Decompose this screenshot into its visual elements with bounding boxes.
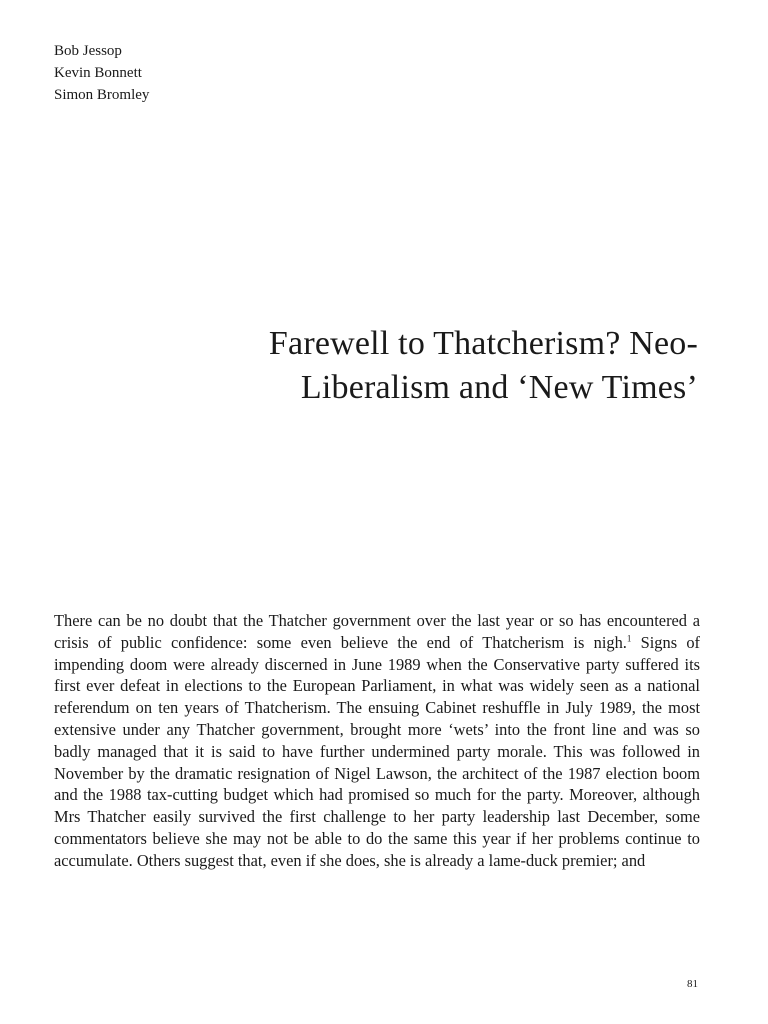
article-title — [138, 322, 698, 410]
author-list — [54, 40, 149, 106]
footnote-marker[interactable]: 1 — [626, 633, 632, 644]
author-name: Bob Jessop — [54, 43, 122, 59]
author-name: Kevin Bonnett — [54, 65, 142, 81]
article-title-line: Farewell to Thatcherism? Neo- — [268, 325, 698, 362]
body-text-segment: Signs of impending doom were already discerned in June 1989 when the Conservative party suffered its first ever defeat in elections to the European Parliament, in what was widely seen as a national referendum on ten years of Thatcherism. The ensuing Cabinet reshuffle in July 1989, the most extensive under any Thatcher government, brought more ‘wets’ into the front line and was so badly managed that it is said to have further undermined party morale. This was followed in November by the dramatic resignation of Nigel Lawson, the architect of the 1987 election boom and the 1988 tax-cutting budget which had promised so much for the party. Moreover, although Mrs Thatcher easily survived the first challenge to her party leadership last December, some commentators believe she may not be able to do the same this year if her problems continue to accumulate. Others suggest that, even if she does, she is already a lame-duck premier; and — [54, 632, 700, 870]
author-name: Simon Bromley — [54, 87, 150, 103]
body-paragraph — [54, 610, 700, 872]
article-title-line: Liberalism and ‘New Times’ — [300, 369, 698, 406]
body-text-segment: There can be no doubt that the Thatcher government over the last year or so has encountered a crisis of public confidence: some even believe the end of Thatcherism is nigh. — [54, 611, 700, 652]
page-number: 81 — [687, 978, 698, 990]
